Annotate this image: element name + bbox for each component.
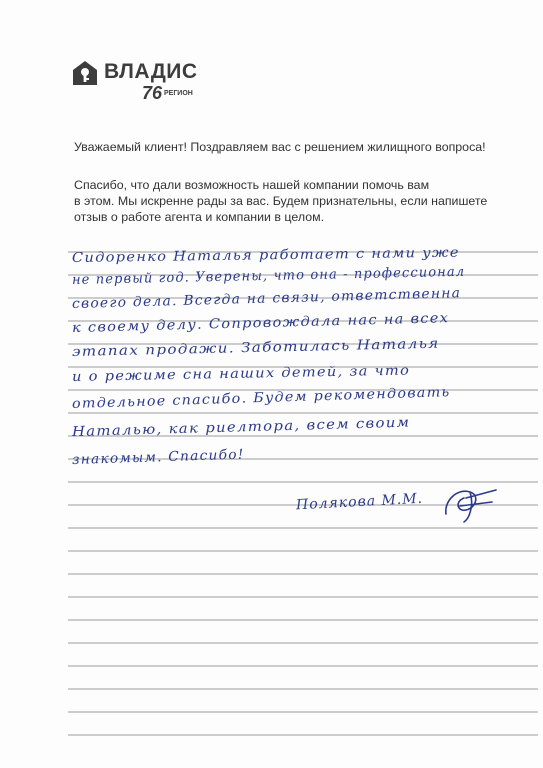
handwritten-line: Сидоренко Наталья работает с нами уже [71, 244, 460, 266]
greeting-text: Уважаемый клиент! Поздравляем вас с решением жилищного вопроса! [74, 140, 486, 154]
signature-scribble [440, 484, 500, 524]
handwritten-line: Наталью, как риелтора, всем своим [71, 414, 411, 440]
logo-name: ВЛАДИС [104, 60, 198, 83]
handwritten-line: к своему делу. Сопровождала нас на всех [71, 310, 450, 336]
logo-region-label: РЕГИОН [164, 90, 193, 97]
signature-name: Полякова М.М. [295, 490, 424, 514]
handwritten-line: отдельное спасибо. Будем рекомендовать [71, 384, 451, 412]
intro-line: отзыв о работе агента и компании в целом. [74, 210, 325, 224]
intro-line: Спасибо, что дали возможность нашей компании помочь вам [74, 178, 430, 192]
logo-region-number: 76 [142, 83, 163, 103]
handwritten-line: этапах продажи. Заботилась Наталья [71, 335, 440, 360]
intro-line: в этом. Мы искренне рады за вас. Будем признательны, если напишете [74, 194, 488, 208]
handwritten-line: не первый год. Уверены, что она - профессионал [71, 263, 466, 288]
handwritten-line: своего дела. Всегда на связи, ответственна [71, 285, 462, 312]
handwritten-line: и о режиме сна наших детей, за что [71, 362, 411, 385]
handwritten-line: знакомым. Спасибо! [71, 446, 245, 468]
